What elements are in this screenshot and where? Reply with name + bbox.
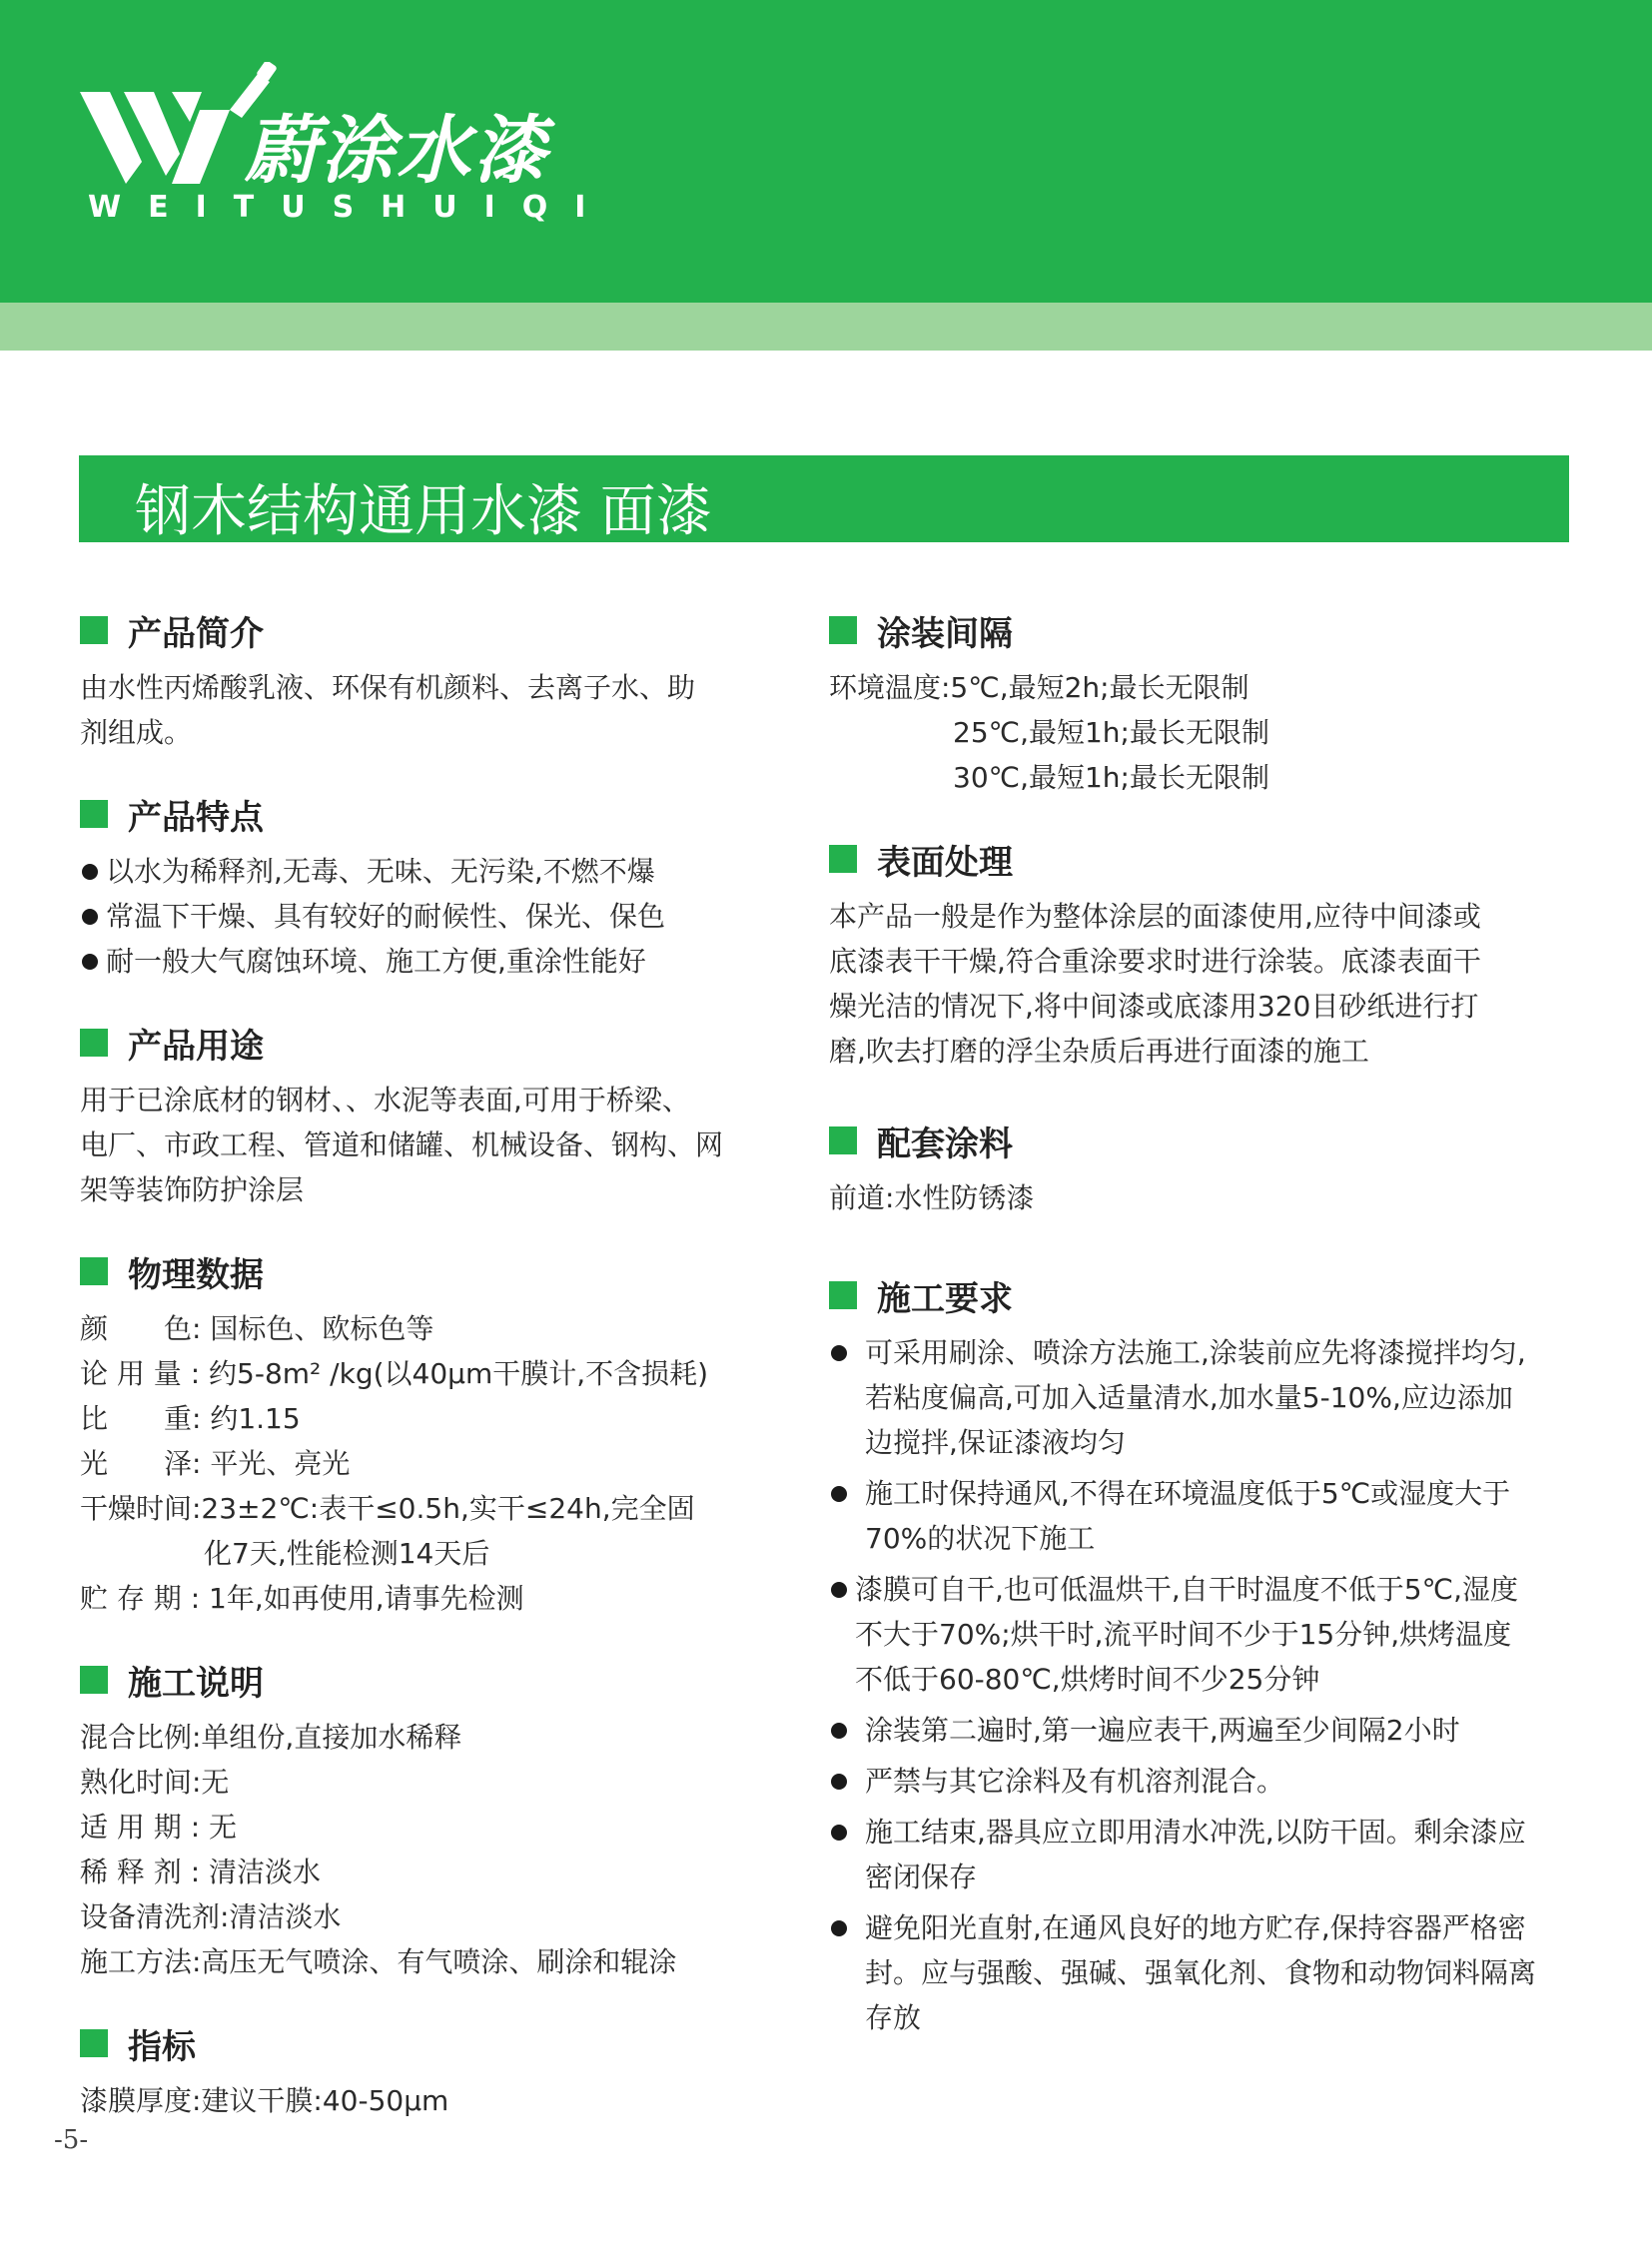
square-bullet-icon [80, 616, 108, 644]
construction-notes: 混合比例:单组份,直接加水稀释 熟化时间:无 适 用 期 : 无 稀 释 剂 : 清洁淡水 设备清洗剂:清洁淡水 施工方法:高压无气喷涂、有气喷涂、刷涂和辊涂 [80, 1721, 677, 1978]
color-line: 颜 色: 国标色、欧标色等 [80, 1312, 434, 1345]
square-bullet-icon [80, 1666, 108, 1694]
section-index-heading: 指标 [80, 2012, 779, 2074]
physical-data [80, 1306, 779, 1621]
section-surface-heading: 表面处理 [829, 828, 1568, 890]
usage-text: 用于已涂底材的钢材、、水泥等表面,可用于桥梁、 电厂、市政工程、管道和储罐、机械设备、钢构、网 架等装饰防护涂层 [80, 1084, 724, 1206]
features-list [80, 849, 779, 984]
density-line: 比 重: 约1.15 [80, 1402, 301, 1435]
list-item: 涂装第二遍时,第一遍应表干,两遍至少间隔2小时 [829, 1708, 1568, 1753]
list-item: 以水为稀释剂,无毒、无味、无污染,不燃不爆 [80, 849, 779, 894]
section-requirements-heading: 施工要求 [829, 1264, 1568, 1326]
interval-text: 环境温度:5℃,最短2h;最长无限制 25℃,最短1h;最长无限制 30℃,最短1h;最长无限制 [829, 671, 1269, 794]
brand-logo [80, 62, 639, 232]
section-intro-heading: 产品简介 [80, 599, 779, 661]
list-item: 可采用刷涂、喷涂方法施工,涂装前应先将漆搅拌均匀, 若粘度偏高,可加入适量清水,加水量5-10%,应边添加 边搅拌,保证漆液均匀 [829, 1330, 1568, 1465]
brand-name-en: WEITUSHUIQI [88, 190, 613, 225]
page-title: 钢木结构通用水漆 面漆 [135, 479, 712, 544]
usage-amount-line: 论 用 量 : 约5-8m² /kg(以40μm干膜计,不含损耗) [80, 1357, 709, 1390]
list-item: 常温下干燥、具有较好的耐候性、保光、保色 [80, 894, 779, 939]
dry-time-line: 干燥时间:23±2℃:表干≤0.5h,实干≤24h,完全固 [80, 1492, 695, 1525]
section-interval-heading: 涂装间隔 [829, 599, 1568, 661]
square-bullet-icon [829, 616, 857, 644]
section-construction-heading: 施工说明 [80, 1649, 779, 1711]
matching-text: 前道:水性防锈漆 [829, 1181, 1035, 1214]
surface-text: 本产品一般是作为整体涂层的面漆使用,应待中间漆或 底漆表干干燥,符合重涂要求时进行涂装。底漆表面干 燥光洁的情况下,将中间漆或底漆用320目砂纸进行打 磨,吹去打磨的浮尘杂质后再进行面漆的施工 [829, 900, 1481, 1068]
list-item: 漆膜可自干,也可低温烘干,自干时温度不低于5℃,湿度 不大于70%;烘干时,流平时间不少于15分钟,烘烤温度 不低于60-80℃,烘烤时间不少25分钟 [829, 1567, 1568, 1702]
list-item: 避免阳光直射,在通风良好的地方贮存,保持容器严格密 封。应与强酸、强碱、强氧化剂、食物和动物饲料隔离 存放 [829, 1905, 1568, 2040]
header-stripe [0, 303, 1652, 351]
intro-text: 由水性丙烯酸乳液、环保有机颜料、去离子水、助 剂组成。 [80, 671, 696, 749]
dry-time-line-cont: 化7天,性能检测14天后 [204, 1537, 490, 1570]
right-column [829, 599, 1568, 2040]
section-usage-heading: 产品用途 [80, 1012, 779, 1074]
section-features-heading: 产品特点 [80, 783, 779, 845]
square-bullet-icon [80, 1029, 108, 1057]
square-bullet-icon [80, 1257, 108, 1285]
list-item: 严禁与其它涂料及有机溶剂混合。 [829, 1759, 1568, 1804]
section-physical-heading: 物理数据 [80, 1240, 779, 1302]
list-item: 耐一般大气腐蚀环境、施工方便,重涂性能好 [80, 939, 779, 984]
list-item: 施工结束,器具应立即用清水冲洗,以防干固。剩余漆应 密闭保存 [829, 1810, 1568, 1899]
square-bullet-icon [829, 1126, 857, 1154]
list-item: 施工时保持通风,不得在环境温度低于5℃或湿度大于 70%的状况下施工 [829, 1471, 1568, 1561]
square-bullet-icon [80, 2029, 108, 2057]
square-bullet-icon [80, 800, 108, 828]
square-bullet-icon [829, 845, 857, 873]
section-matching-heading: 配套涂料 [829, 1110, 1568, 1171]
index-text: 漆膜厚度:建议干膜:40-50μm [80, 2084, 449, 2117]
brand-name-cn: 蔚涂水漆 [245, 108, 548, 194]
left-column [80, 599, 779, 2123]
page-number: -5- [54, 2125, 89, 2155]
square-bullet-icon [829, 1281, 857, 1309]
requirements-list [829, 1330, 1568, 2040]
title-bar [79, 455, 1569, 542]
storage-line: 贮 存 期 : 1年,如再使用,请事先检测 [80, 1582, 524, 1615]
gloss-line: 光 泽: 平光、亮光 [80, 1447, 351, 1480]
